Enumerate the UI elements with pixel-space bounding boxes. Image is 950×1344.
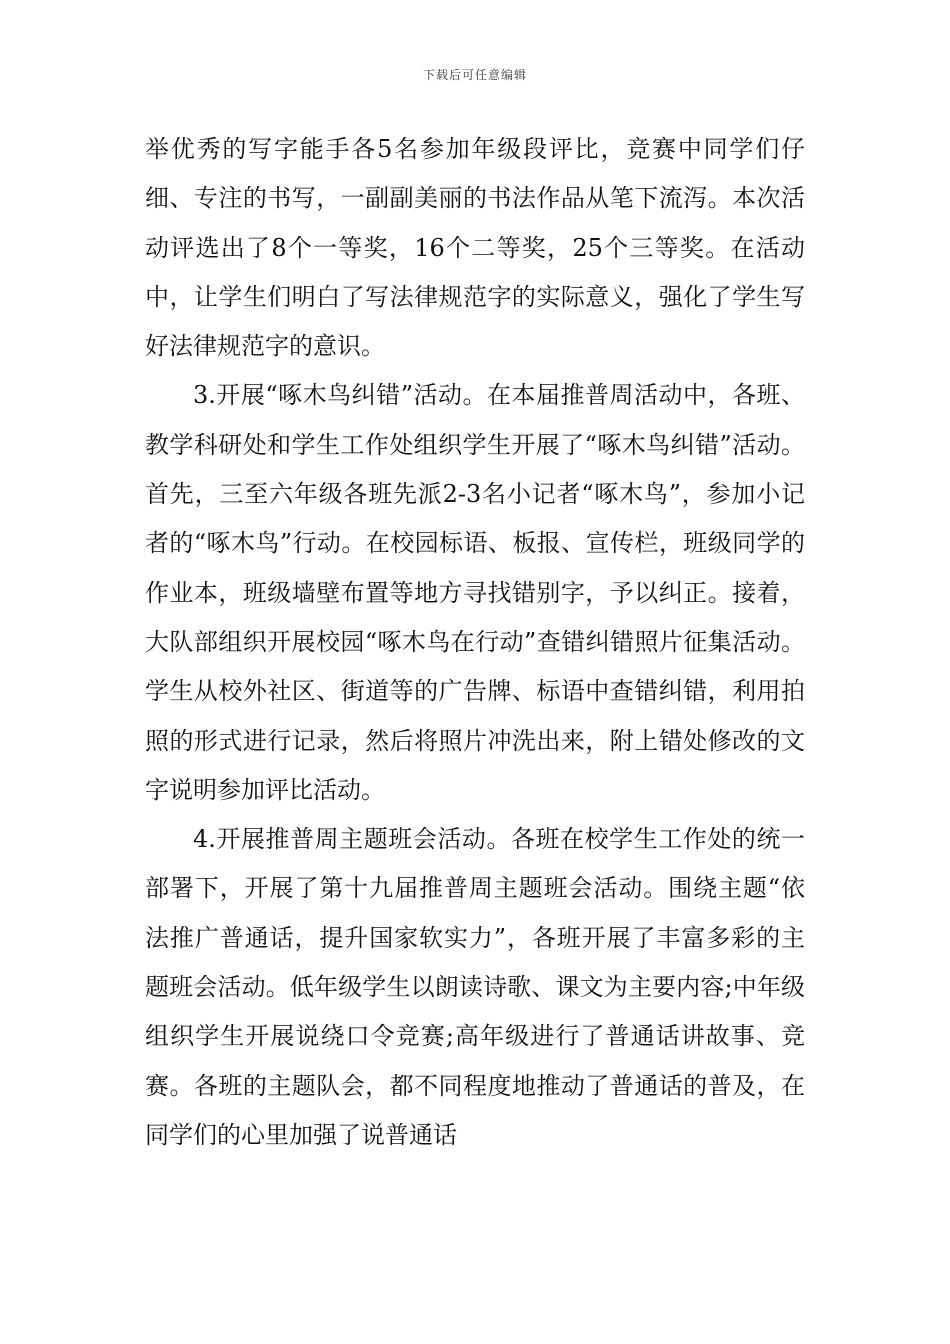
paragraph-continuation: 举优秀的写字能手各5名参加年级段评比，竞赛中同学们仔细、专注的书写，一副副美丽的书法作品从笔下流泻。本次活动评选出了8个一等奖，16个二等奖，25个三等奖。在活动中，让学生们明白了写法律规范字的实际意义，强化了学生写好法律规范字的意识。 <box>145 135 805 361</box>
paragraph-class-meeting-activity: 4.开展推普周主题班会活动。各班在校学生工作处的统一部署下，开展了第十九届推普周主题班会活动。围绕主题“依法推广普通话，提升国家软实力”，各班开展了丰富多彩的主题班会活动。低年级学生以朗读诗歌、课文为主要内容;中年级组织学生开展说绕口令竞赛;高年级进行了普通话讲故事、竞赛。各班的主题队会，都不同程度地推动了普通话的普及，在同学们的心里加强了说普通话 <box>145 825 805 1149</box>
document-body <box>145 125 805 1160</box>
page-header: 下载后可任意编辑 <box>422 68 527 82</box>
paragraph-woodpecker-activity: 3.开展“啄木鸟纠错”活动。在本届推普周活动中，各班、教学科研处和学生工作处组织学生开展了“啄木鸟纠错”活动。首先，三至六年级各班先派2-3名小记者“啄木鸟”，参加小记者的“啄木鸟”行动。在校园标语、板报、宣传栏，班级同学的作业本，班级墙壁布置等地方寻找错别字，予以纠正。接着，大队部组织开展校园“啄木鸟在行动”查错纠错照片征集活动。学生从校外社区、街道等的广告牌、标语中查错纠错，利用拍照的形式进行记录，然后将照片冲洗出来，附上错处修改的文字说明参加评比活动。 <box>145 381 805 804</box>
